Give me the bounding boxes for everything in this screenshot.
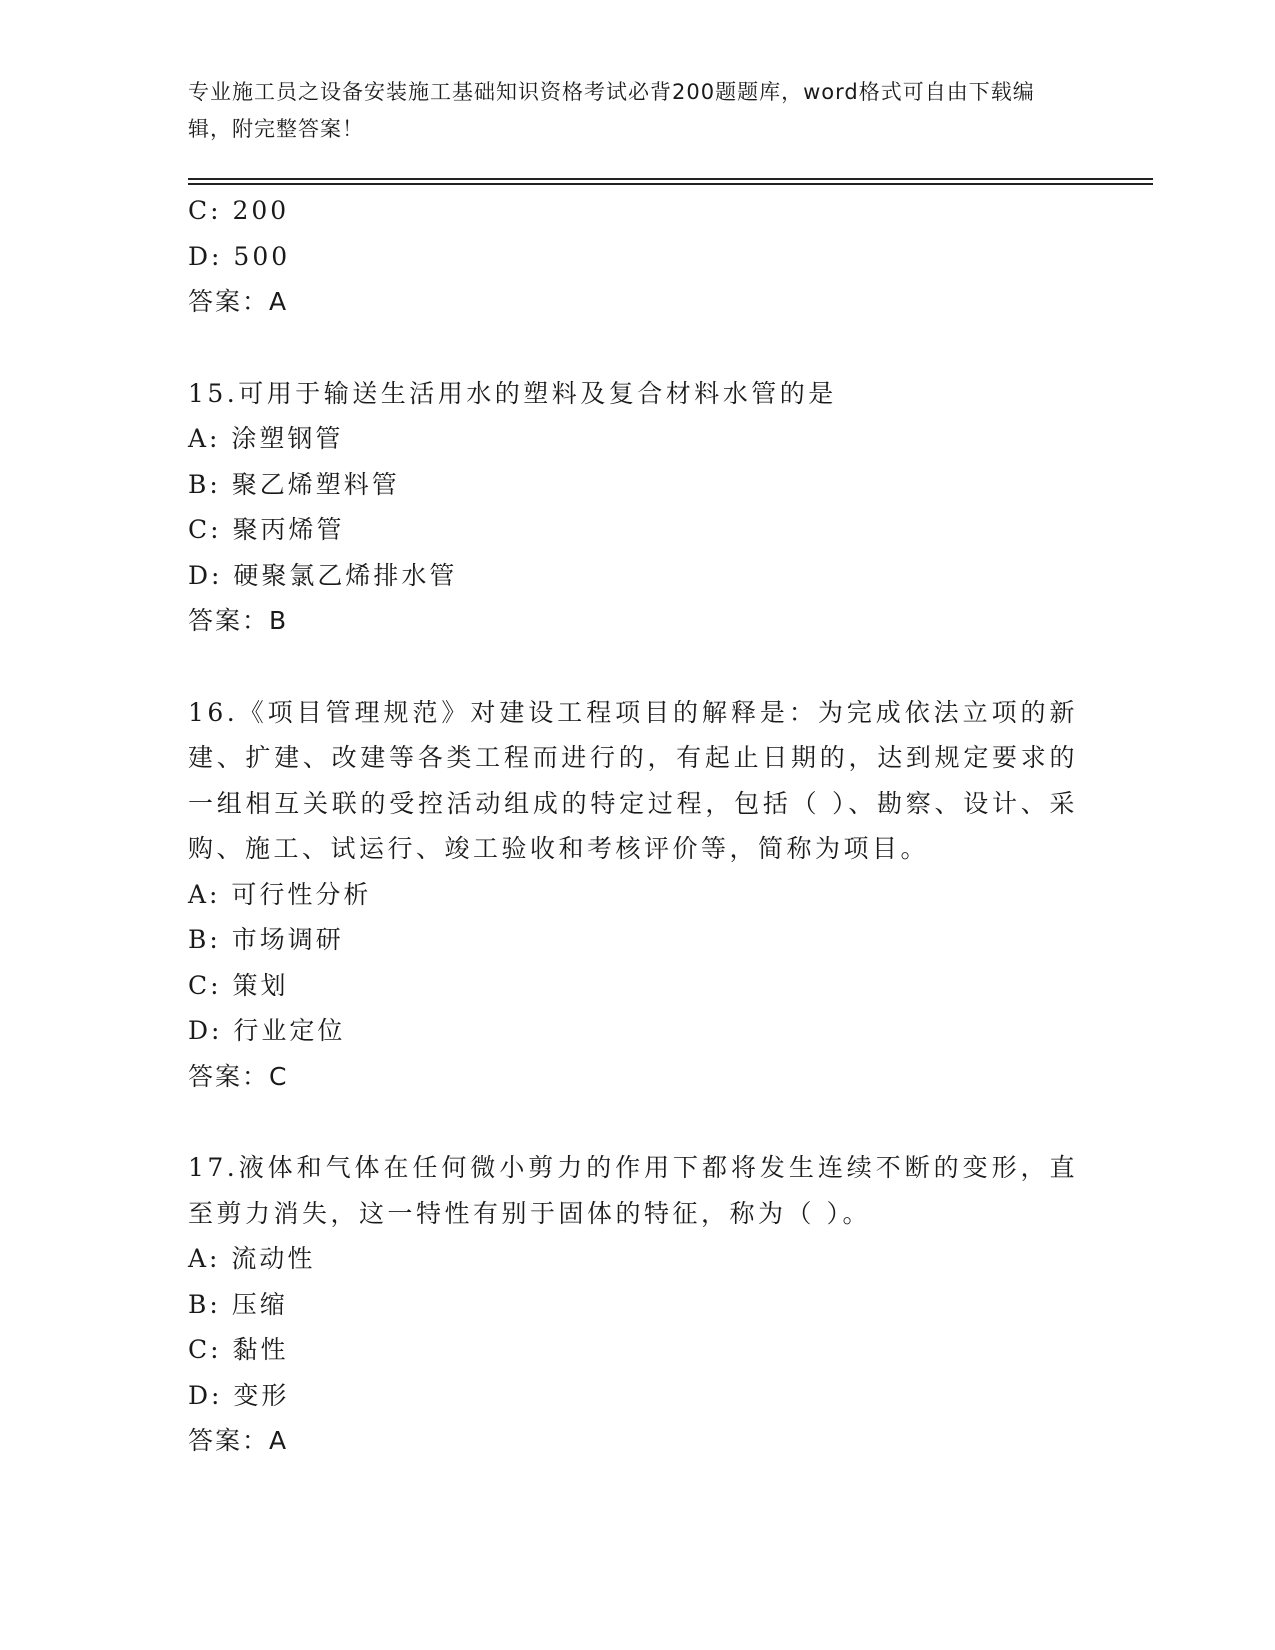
option-a: A: 流动性	[188, 1244, 316, 1273]
answer-line: 答案：C	[188, 1061, 289, 1091]
question-list	[188, 188, 1078, 1464]
answer-line: 答案：A	[188, 287, 289, 316]
option-b: B: 压缩	[188, 1289, 288, 1319]
option-c: C: 200	[188, 196, 290, 225]
option-d: D: 变形	[188, 1380, 290, 1410]
answer-line: 答案：B	[188, 606, 289, 635]
option-a: A: 涂塑钢管	[188, 424, 344, 453]
option-d: D: 500	[188, 241, 291, 271]
document-header: 专业施工员之设备安装施工基础知识资格考试必背200题题库，word格式可自由下载编辑，附完整答案！	[188, 80, 1035, 141]
option-b: B: 市场调研	[188, 925, 344, 954]
question-17	[188, 1145, 1078, 1464]
option-d: D: 行业定位	[188, 1016, 346, 1045]
option-a: A: 可行性分析	[188, 879, 372, 909]
spacer	[188, 325, 1078, 371]
option-b: B: 聚乙烯塑料管	[188, 469, 400, 499]
option-d: D: 硬聚氯乙烯排水管	[188, 560, 458, 590]
previous-question-tail	[188, 188, 1078, 325]
question-stem: 16.《项目管理规范》对建设工程项目的解释是：为完成依法立项的新建、扩建、改建等各类工程而进行的，有起止日期的，达到规定要求的一组相互关联的受控活动组成的特定过程，包括（ ）、勘察、设计、采购、施工、试运行、竣工验收和考核评价等，简称为项目。	[188, 697, 1078, 863]
option-c: C: 策划	[188, 970, 289, 1000]
question-16	[188, 690, 1078, 1100]
answer-line: 答案：A	[188, 1426, 289, 1455]
spacer	[188, 1099, 1078, 1145]
question-stem: 15.可用于输送生活用水的塑料及复合材料水管的是	[188, 378, 837, 408]
question-15	[188, 371, 1078, 644]
option-c: C: 聚丙烯管	[188, 515, 345, 544]
option-c: C: 黏性	[188, 1335, 289, 1364]
header-divider-top	[188, 178, 1153, 180]
spacer	[188, 644, 1078, 690]
header-divider-bottom	[188, 183, 1153, 185]
question-stem: 17.液体和气体在任何微小剪力的作用下都将发生连续不断的变形，直至剪力消失，这一特性有别于固体的特征，称为（ ）。	[188, 1153, 1078, 1228]
